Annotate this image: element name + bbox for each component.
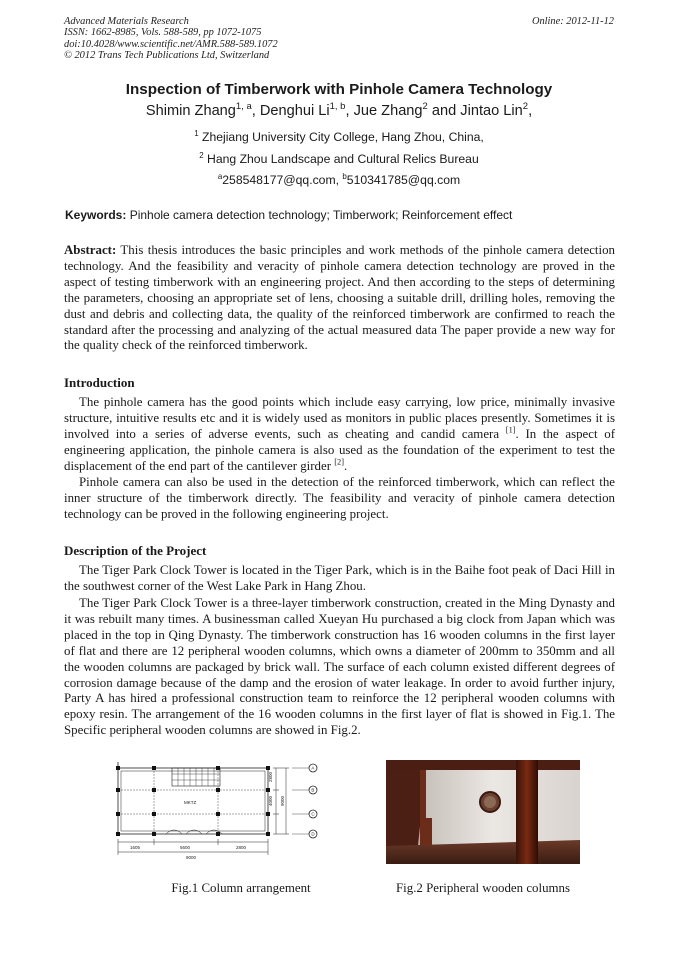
column-marker: [152, 832, 156, 836]
column-marker: [152, 812, 156, 816]
column-marker: [152, 766, 156, 770]
author-affiliation-marker: 2: [522, 101, 529, 113]
dimension-label: 2800: [236, 845, 247, 850]
figure-1-caption: Fig.1 Column arrangement: [171, 881, 311, 895]
dimension-label: 9000: [280, 795, 285, 806]
email-b[interactable]: 510341785@qq.com: [346, 173, 461, 187]
axis-label: C: [311, 811, 315, 817]
paper-title: Inspection of Timberwork with Pinhole Camera Technology: [125, 81, 553, 98]
author-separator: ,: [345, 103, 354, 119]
peripheral-columns-photo: [386, 760, 580, 864]
author-name: Jue Zhang: [353, 103, 423, 119]
column-marker: [216, 812, 220, 816]
introduction-paragraph-2: Pinhole camera can also be used in the detection of the reinforced timberwork, which can reflect the inner structure of the timberwork directly. The feasibility and veracity of pinhole camera detection technology can be proved in the following engineering project.: [64, 475, 615, 521]
figure-2-caption: Fig.2 Peripheral wooden columns: [396, 881, 570, 895]
email-marker: b: [342, 171, 347, 181]
column-marker: [266, 832, 270, 836]
keywords: [65, 208, 615, 222]
author-name: Denghui Li: [259, 103, 330, 119]
column-arrangement-drawing: [96, 758, 326, 862]
column-marker: [266, 812, 270, 816]
column-marker: [116, 788, 120, 792]
wooden-column: [516, 760, 538, 864]
author-separator: and: [427, 103, 461, 119]
introduction-paragraph-1: [64, 395, 615, 475]
paragraph-text: .: [344, 458, 348, 473]
affiliation-2: [0, 152, 678, 166]
author-affiliation-marker: 2: [422, 101, 428, 113]
axis-label: B: [311, 787, 315, 793]
column-marker: [116, 766, 120, 770]
dimension-label: 4000: [268, 795, 273, 806]
section-heading-introduction: Introduction: [64, 375, 135, 390]
door-frame: [420, 770, 426, 850]
column-marker: [216, 788, 220, 792]
paragraph-text: The pinhole camera has the good points which include easy carrying, low price, minimally invasive structure, intuitive results etc and it is widely used as monitors in public places presently. Sometimes it is involved into a series of adverse events, such as cheating and candid camera: [64, 395, 615, 441]
axis-label: A: [311, 765, 315, 771]
author-emails: [0, 173, 678, 187]
citation-ref[interactable]: [2]: [334, 457, 344, 467]
journal-name: Advanced Materials Research: [64, 16, 189, 27]
author-name: Jintao Lin: [460, 103, 523, 119]
column-marker: [152, 788, 156, 792]
affiliation-1: [0, 130, 678, 144]
keywords-label: Keywords:: [65, 208, 127, 222]
dimension-label: 9000: [186, 855, 197, 860]
column-marker: [266, 766, 270, 770]
keywords-text: Pinhole camera detection technology; Timberwork; Reinforcement effect: [126, 208, 513, 222]
room-label: MKTZ: [184, 800, 197, 805]
paragraph-text: . In the aspect of engineering application, the pinhole camera is also used as the foundation of the experiment to test the displacement of the end part of the cantilever girder: [64, 426, 615, 473]
citation-ref[interactable]: [1]: [505, 425, 516, 435]
axis-label: D: [311, 831, 315, 837]
affiliation-text: Zhejiang University City College, Hang Zhou, China,: [198, 130, 484, 144]
author-name: Shimin Zhang: [145, 103, 236, 119]
affiliation-text: Hang Zhou Landscape and Cultural Relics Bureau: [203, 152, 479, 166]
dimension-label: 1605: [130, 845, 141, 850]
railing-post: [426, 818, 432, 846]
round-window-pane: [484, 796, 496, 808]
column-marker: [116, 832, 120, 836]
ceiling-beam: [386, 760, 580, 770]
affiliation-marker: 1: [194, 128, 199, 138]
section-heading-project: Description of the Project: [64, 543, 207, 558]
email-a[interactable]: 258548177@qq.com,: [222, 173, 343, 187]
abstract-text: This thesis introduces the basic principles and work methods of the pinhole camera detection technology. And the feasibility and veracity of pinhole camera detection technology are proved in the aspect of testing timberwork with an engineering project. And then according to the steps of determining the parameters, choosing an appropriate set of lens, choosing a suitable drill, drilling holes, removing the dust and debris and collecting data, the quality of the reinforced timberwork are confirmed to reach the standard after the processing and analyzing of the actual measured data The paper provide a new way for the quality check of the reinforced timberwork.: [64, 243, 615, 353]
project-paragraph-2: The Tiger Park Clock Tower is a three-layer timberwork construction, created in the Ming Dynasty and it was rebuilt many times. A businessman called Xueyan Hu purchased a big clock from Japan which was placed in the top in Qing Dynasty. The timberwork construction has 16 wooden columns in the first layer of flat and there are 12 peripheral wooden columns, which owns a diameter of 200mm to 350mm and all the wooden columns are packaged by brick wall. The surface of each column existed different degrees of corrosion damage because of the damp and the erosion of water leakage. In order to avoid further injury, Party A has hired a professional construction team to reinforce the 12 peripheral wooden columns with epoxy resin. The arrangement of the 16 wooden columns in the first layer of flat is showed in Fig.1. The Specific peripheral wooden columns are showed in Fig.2.: [64, 596, 615, 738]
author-separator: ,: [251, 103, 260, 119]
issn-line: ISSN: 1662-8985, Vols. 588-589, pp 1072-1075: [64, 27, 262, 38]
dimension-label: 2800: [268, 771, 273, 782]
column-marker: [216, 766, 220, 770]
column-marker: [266, 788, 270, 792]
author-affiliation-marker: 1, a: [235, 101, 252, 113]
column-marker: [216, 832, 220, 836]
column-marker: [116, 812, 120, 816]
affiliation-marker: 2: [199, 150, 204, 160]
project-paragraph-1: The Tiger Park Clock Tower is located in the Tiger Park, which is in the Baihe foot peak of Daci Hill in the southwest corner of the West Lake Park in Hang Zhou.: [64, 563, 615, 593]
online-date: Online: 2012-11-12: [531, 16, 614, 27]
author-affiliation-marker: 1, b: [329, 101, 346, 113]
author-list: [0, 103, 678, 119]
doi-line[interactable]: doi:10.4028/www.scientific.net/AMR.588-589.1072: [64, 38, 278, 50]
copyright-line: © 2012 Trans Tech Publications Ltd, Switzerland: [64, 50, 270, 61]
dimension-label: 5600: [180, 845, 191, 850]
email-marker: a: [217, 171, 223, 181]
author-separator: ,: [528, 103, 533, 119]
abstract: [64, 243, 615, 354]
abstract-label: Abstract:: [64, 243, 117, 257]
